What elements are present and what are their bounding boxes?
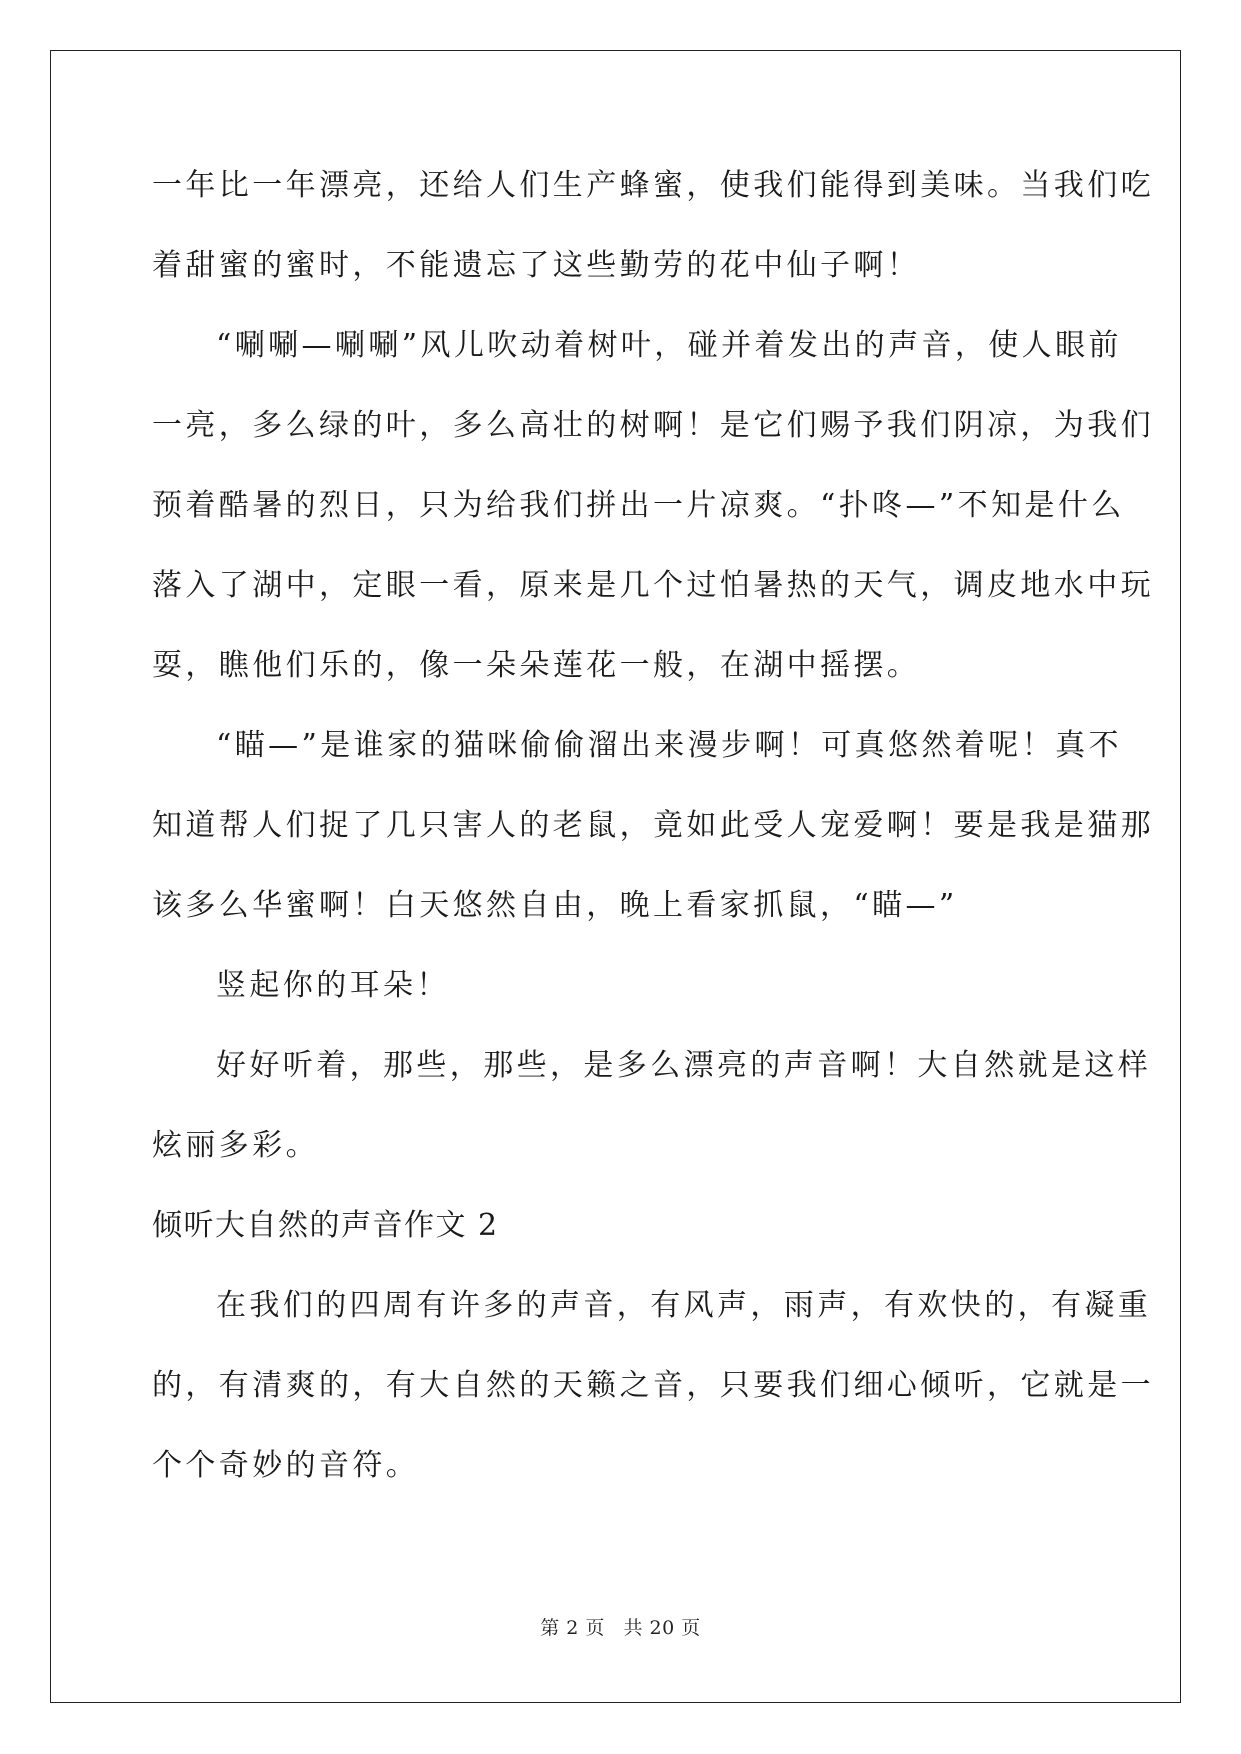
text-line: 着甜蜜的蜜时，不能遗忘了这些勤劳的花中仙子啊！ bbox=[152, 248, 921, 283]
text-line: 一年比一年漂亮，还给人们生产蜂蜜，使我们能得到美味。当我们吃 bbox=[152, 168, 1154, 203]
text-line: 落入了湖中，定眼一看，原来是几个过怕暑热的天气，调皮地水中玩 bbox=[152, 568, 1154, 603]
paragraph-start: “唰唰—唰唰”风儿吹动着树叶，碰并着发出的声音，使人眼前 bbox=[216, 328, 1122, 363]
text-line: 一亮，多么绿的叶，多么高壮的树啊！是它们赐予我们阴凉，为我们 bbox=[152, 408, 1154, 443]
paragraph-start: 好好听着，那些，那些，是多么漂亮的声音啊！大自然就是这样 bbox=[216, 1048, 1152, 1083]
text-line: 个个奇妙的音符。 bbox=[152, 1448, 420, 1483]
page-total: 共 20 页 bbox=[623, 1617, 701, 1639]
text-line: 预着酷暑的烈日，只为给我们拼出一片凉爽。“扑咚—”不知是什么 bbox=[152, 488, 1125, 523]
text-line: 该多么华蜜啊！白天悠然自由，晚上看家抓鼠，“瞄—” bbox=[152, 888, 958, 923]
text-line: 炫丽多彩。 bbox=[152, 1128, 319, 1163]
document-body bbox=[152, 162, 1154, 1522]
paragraph-start: “瞄—”是谁家的猫咪偷偷溜出来漫步啊！可真悠然着呢！真不 bbox=[216, 728, 1122, 763]
section-heading: 倾听大自然的声音作文 2 bbox=[152, 1208, 499, 1243]
paragraph-start: 在我们的四周有许多的声音，有风声，雨声，有欢快的，有凝重 bbox=[216, 1288, 1152, 1323]
page-footer bbox=[0, 1613, 1241, 1640]
text-line: 的，有清爽的，有大自然的天籁之音，只要我们细心倾听，它就是一 bbox=[152, 1368, 1154, 1403]
text-line: 耍，瞧他们乐的，像一朵朵莲花一般，在湖中摇摆。 bbox=[152, 648, 921, 683]
page-number: 第 2 页 bbox=[540, 1617, 605, 1639]
paragraph-start: 竖起你的耳朵！ bbox=[216, 968, 450, 1003]
text-line: 知道帮人们捉了几只害人的老鼠，竟如此受人宠爱啊！要是我是猫那 bbox=[152, 808, 1154, 843]
